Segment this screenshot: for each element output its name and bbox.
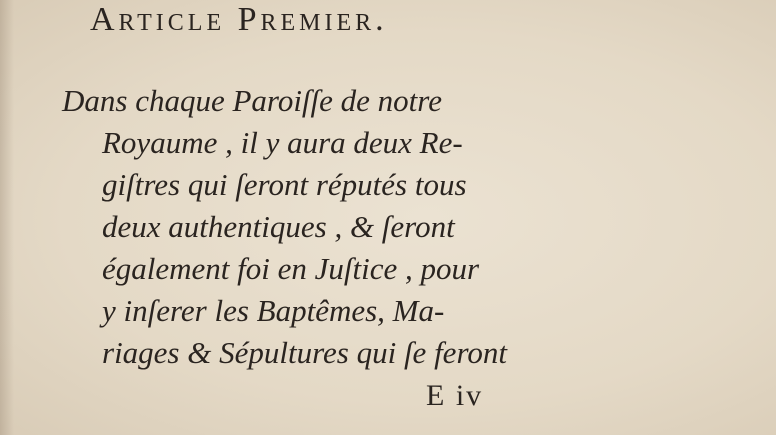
text-line: deux authentiques , & ſeront [102,209,455,244]
article-heading: Article Premier. [90,1,388,38]
text-line: Royaume , il y aura deux Re- [102,125,463,160]
signature-mark: E iv [426,379,484,412]
text-line: également foi en Juſtice , pour [102,251,480,286]
text-line: giſtres qui ſeront réputés tous [102,167,467,202]
text-line: riages & Sépultures qui ſe feront [102,335,507,370]
text-line: Dans chaque Paroiſſe de notre [62,83,442,118]
text-line: y inſerer les Baptêmes, Ma- [102,293,445,328]
